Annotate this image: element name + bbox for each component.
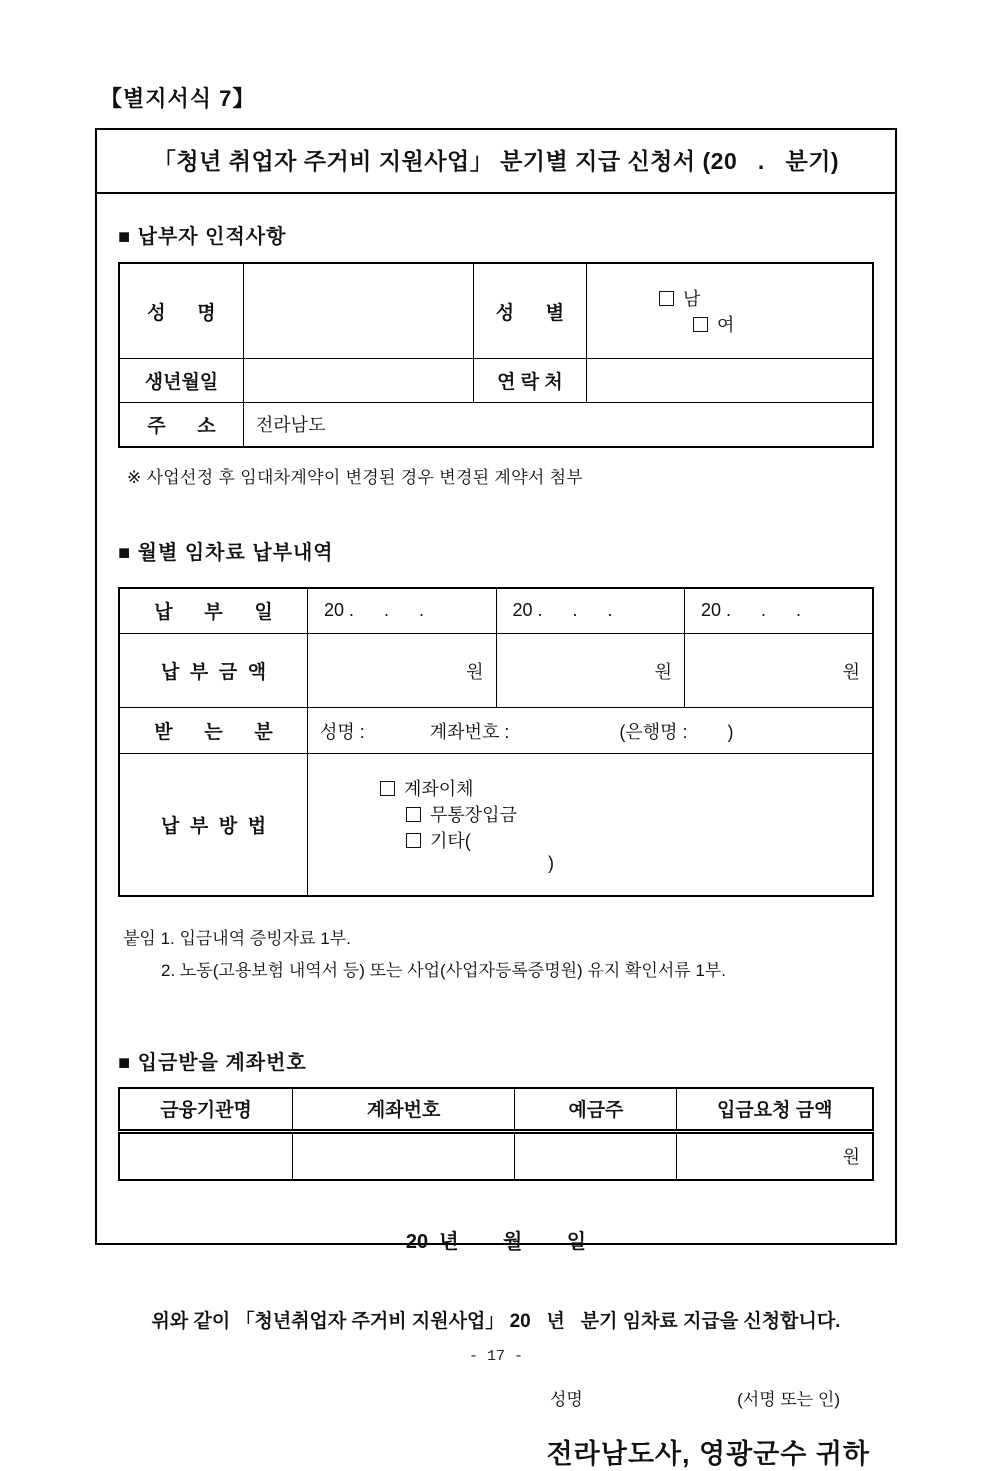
pay-date-field-2: 20 . . . <box>496 588 685 634</box>
male-option-label: 남 <box>682 289 701 309</box>
checkbox-bankbookless-deposit <box>406 807 421 822</box>
addressee-line: 전라남도사, 영광군수 귀하 <box>546 1438 870 1469</box>
checkbox-other <box>406 833 421 848</box>
contract-change-note: ※ 사업선정 후 임대차계약이 변경된 경우 변경된 계약서 첨부 <box>127 467 584 487</box>
name-field <box>243 263 473 359</box>
table-row <box>119 1132 873 1180</box>
table-row <box>119 754 873 897</box>
table-row <box>119 359 873 403</box>
contact-label: 연 락 처 <box>473 359 586 403</box>
deposit-amount-header: 입금요청 금액 <box>677 1088 873 1132</box>
birthdate-label: 생년월일 <box>119 359 243 403</box>
gender-label: 성 별 <box>473 263 586 359</box>
checkbox-female <box>693 317 708 332</box>
payment-method-label: 납 부 방 법 <box>119 754 308 897</box>
other-option-close-paren: ) <box>548 853 555 873</box>
name-label: 성 명 <box>119 263 243 359</box>
table-row <box>119 588 873 634</box>
table-row <box>119 263 873 359</box>
bank-name-field <box>119 1132 292 1180</box>
female-option-label: 여 <box>716 315 735 335</box>
signature-seal-note: (서명 또는 인) <box>737 1389 840 1409</box>
account-number-field <box>292 1132 514 1180</box>
account-section-heading: ■ 입금받을 계좌번호 <box>118 1051 307 1074</box>
page-number: - 17 - <box>468 1348 523 1365</box>
bank-name-header: 금융기관명 <box>119 1088 292 1132</box>
table-row <box>119 708 873 754</box>
signature-name-label: 성명 <box>550 1389 583 1409</box>
contact-field <box>586 359 873 403</box>
pay-amount-field-1: 원 <box>308 634 497 708</box>
account-number-header: 계좌번호 <box>292 1088 514 1132</box>
signature-row <box>550 1385 840 1410</box>
account-holder-field <box>515 1132 677 1180</box>
form-title: 「청년 취업자 주거비 지원사업」 분기별 지급 신청서 (20 . 분기) <box>97 130 895 194</box>
birthdate-field <box>243 359 473 403</box>
pay-amount-label: 납 부 금 액 <box>119 634 308 708</box>
pay-date-field-1: 20 . . . <box>308 588 497 634</box>
payment-method-field <box>308 754 874 897</box>
table-row <box>119 634 873 708</box>
payer-section-heading: ■ 납부자 인적사항 <box>118 226 287 248</box>
deposit-account-table <box>118 1087 874 1181</box>
pay-amount-field-3: 원 <box>685 634 874 708</box>
rent-payment-table <box>118 587 874 898</box>
checkbox-male <box>659 291 674 306</box>
receiver-label: 받 는 분 <box>119 708 308 754</box>
checkbox-bank-transfer <box>380 781 395 796</box>
table-row <box>119 403 873 447</box>
declaration-text: 위와 같이 「청년취업자 주거비 지원사업」 20 년 분기 임차료 지급을 신청합니다. <box>151 1310 841 1332</box>
pay-date-label: 납 부 일 <box>119 588 308 634</box>
gender-field <box>586 263 873 359</box>
receiver-field: 성명 : 계좌번호 : (은행명 : ) <box>308 708 874 754</box>
account-holder-header: 예금주 <box>515 1088 677 1132</box>
address-label: 주 소 <box>119 403 243 447</box>
deposit-amount-field: 원 <box>677 1132 873 1180</box>
bankbookless-deposit-option-label: 무통장입금 <box>430 805 517 825</box>
form-content <box>97 220 895 1471</box>
pay-date-field-3: 20 . . . <box>685 588 874 634</box>
other-option-label: 기타( <box>430 831 471 851</box>
payer-info-table <box>118 262 874 448</box>
attachment-note-2: 2. 노동(고용보험 내역서 등) 또는 사업(사업자등록증명원) 유지 확인서류 1부. <box>161 961 727 981</box>
pay-amount-field-2: 원 <box>496 634 685 708</box>
bank-transfer-option-label: 계좌이체 <box>404 779 474 799</box>
application-date-line: 20 년 월 일 <box>405 1230 587 1253</box>
address-field: 전라남도 <box>243 403 873 447</box>
rent-section-heading: ■ 월별 임차료 납부내역 <box>118 541 334 564</box>
form-label: 【별지서식 7】 <box>100 86 256 111</box>
table-header-row <box>119 1088 873 1132</box>
attachment-notes <box>118 923 874 988</box>
attachment-note-1: 붙임 1. 입금내역 증빙자료 1부. <box>123 929 351 948</box>
